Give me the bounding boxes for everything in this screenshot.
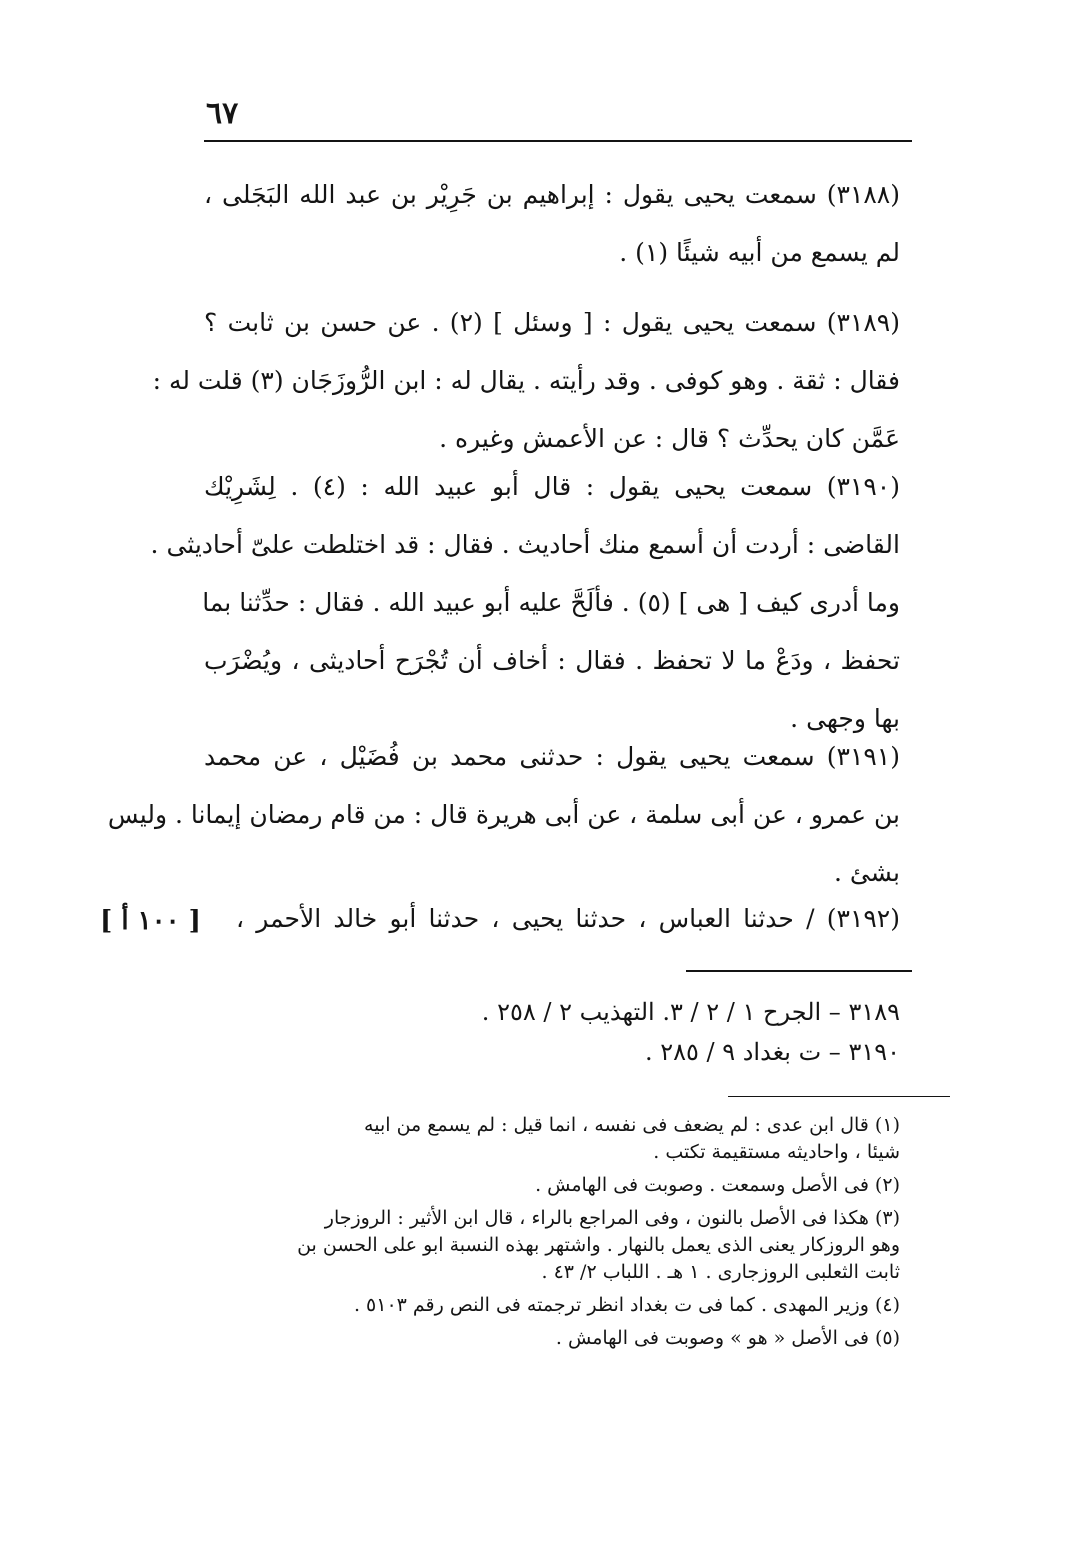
page-number: ٦٧ bbox=[206, 96, 239, 131]
entry-line: عَمَّن كان يحدِّث ؟ قال : عن الأعمش وغيره . bbox=[439, 424, 900, 453]
entry-3188 bbox=[204, 166, 900, 282]
footnote-line: شيئا ، واحاديثه مستقيمة تكتب . bbox=[653, 1141, 900, 1163]
entry-line: القاضى : أردت أن أسمع منك أحاديث . فقال : قد اختلطت علىّ أحاديثى . bbox=[150, 530, 900, 559]
footnote-2 bbox=[204, 1172, 900, 1199]
entry-line: بها وجهى . bbox=[790, 704, 900, 733]
entry-3192 bbox=[236, 890, 900, 948]
header-rule bbox=[204, 140, 912, 142]
entry-line: لم يسمع من أبيه شيئًا (١) . bbox=[619, 238, 900, 267]
entry-3190 bbox=[150, 458, 900, 748]
footnotes-rule bbox=[728, 1096, 950, 1097]
footnote-line: (٤) وزير المهدى . كما فى ت بغداد انظر ترجمته فى النص رقم ٥١٠٣ . bbox=[353, 1294, 900, 1316]
references-block bbox=[380, 992, 900, 1072]
footnote-3 bbox=[204, 1205, 900, 1286]
footnote-line: ثابت الثعلبى الروزجارى . ١ هـ . اللباب ٢/ ٤٣ . bbox=[541, 1261, 900, 1283]
footnote-line: (٢) فى الأصل وسمعت . وصوبت فى الهامش . bbox=[535, 1174, 900, 1196]
entry-line: (٣١٩٢) / حدثنا العباس ، حدثنا يحيى ، حدثنا أبو خالد الأحمر ، bbox=[236, 904, 900, 933]
references-rule bbox=[686, 970, 912, 972]
entry-line: (٣١٩١) سمعت يحيى يقول : حدثنى محمد بن فُضَيْل ، عن محمد bbox=[204, 742, 900, 771]
entry-line: بن عمرو ، عن أبى سلمة ، عن أبى هريرة قال : من قام رمضان إيمانا . وليس bbox=[107, 800, 900, 829]
footnote-4 bbox=[204, 1292, 900, 1319]
folio-margin-marker: [ ١٠٠ أ ] bbox=[100, 906, 201, 936]
footnotes-block bbox=[204, 1112, 900, 1358]
reference-line: ٣١٨٩ – الجرح ١ / ٢ / ٣. التهذيب ٢ / ٢٥٨ . bbox=[481, 998, 900, 1026]
entry-line: وما أدرى كيف [ هى ] (٥) . فألَحَّ عليه أبو عبيد الله . فقال : حدِّثنا بما bbox=[202, 588, 900, 617]
entry-3191 bbox=[107, 728, 900, 902]
footnote-line: (٣) هكذا فى الأصل بالنون ، وفى المراجع بالراء ، قال ابن الأثير : الروزجار bbox=[324, 1207, 900, 1229]
reference-line: ٣١٩٠ – ت بغداد ٩ / ٢٨٥ . bbox=[644, 1038, 900, 1066]
entry-line: (٣١٨٩) سمعت يحيى يقول : [ وسئل ] (٢) . عن حسن بن ثابت ؟ bbox=[204, 308, 900, 337]
footnote-line: (٥) فى الأصل « هو » وصوبت فى الهامش . bbox=[555, 1327, 900, 1349]
entry-line: (٣١٨٨) سمعت يحيى يقول : إبراهيم بن جَرِيْر بن عبد الله البَجَلى ، bbox=[204, 180, 900, 209]
entry-line: (٣١٩٠) سمعت يحيى يقول : قال أبو عبيد الله : (٤) . لِشَرِيْك bbox=[204, 472, 900, 501]
footnote-line: وهو الروزكار يعنى الذى يعمل بالنهار . واشتهر بهذه النسبة ابو على الحسن بن bbox=[297, 1234, 900, 1256]
entry-line: تحفظ ، ودَعْ ما لا تحفظ . فقال : أخاف أن تُجْرَح أحاديثى ، ويُضْرَب bbox=[204, 646, 900, 675]
entry-3189 bbox=[152, 294, 900, 468]
footnote-line: (١) قال ابن عدى : لم يضعف فى نفسه ، انما قيل : لم يسمع من ابيه bbox=[364, 1114, 900, 1136]
entry-line: فقال : ثقة . وهو كوفى . وقد رأيته . يقال له : ابن الرُّوزَجَان (٣) قلت له : bbox=[152, 366, 900, 395]
footnote-1 bbox=[204, 1112, 900, 1166]
entry-line: بشئ . bbox=[834, 858, 900, 887]
footnote-5 bbox=[204, 1325, 900, 1352]
